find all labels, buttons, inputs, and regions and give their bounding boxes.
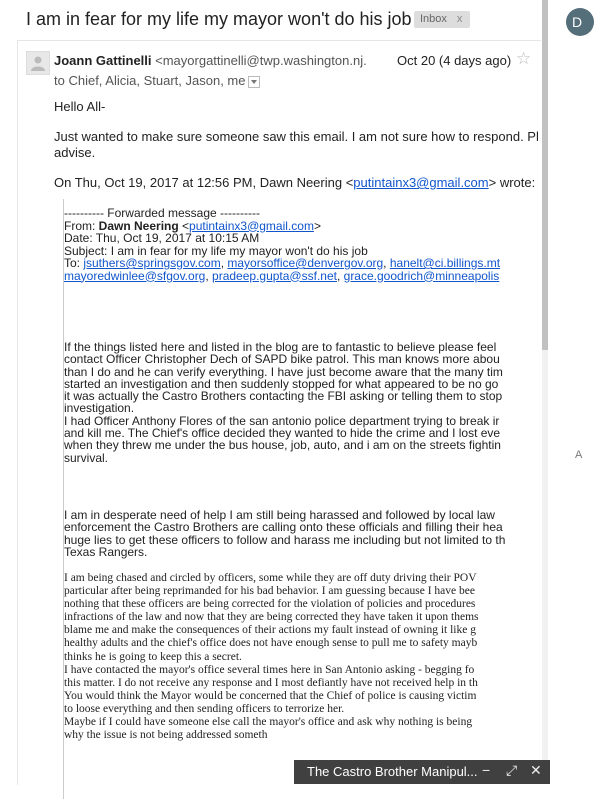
fwd-date: Date: Thu, Oct 19, 2017 at 10:15 AM [64,231,260,245]
quoted-sender-email-link[interactable]: putintainx3@gmail.com [353,175,489,190]
account-avatar[interactable]: D [566,8,594,36]
fwd-from-email-link[interactable]: putintainx3@gmail.com [189,218,314,233]
forwarded-header [64,207,500,282]
sender-name[interactable]: Joann Gattinelli [54,53,152,68]
message-body [54,99,544,191]
person-icon [31,55,45,71]
email-message [17,40,541,785]
recipient-email-link[interactable]: jsuthers@springsgov.com [83,256,221,270]
sender-avatar [26,51,50,75]
badge-label: Inbox [420,13,447,25]
recipients: to Chief, Alicia, Stuart, Jason, me [54,73,246,88]
close-icon[interactable]: ✕ [530,762,542,778]
fwd-subject: Subject: I am in fear for my life my mayor won't do his job [64,243,368,258]
fwd-to: To: jsuthers@springsgov.com, mayorsoffice@denvergov.org, hanelt@ci.billings.mt [64,256,501,270]
message-date: Oct 20 (4 days ago) [397,53,512,68]
subject-bar [0,0,540,38]
body-line: advise. [54,145,96,160]
forward-divider: ---------- Forwarded message ---------- [64,206,260,220]
recipient-email-link[interactable]: hanelt@ci.billings.mt [389,256,501,270]
star-icon[interactable]: ☆ [516,49,532,68]
body-line: Just wanted to make sure someone saw this email. I am not sure how to respond. Pl [54,129,539,144]
expand-icon[interactable]: ⤢ [506,762,518,778]
minimize-icon[interactable]: − [482,762,491,778]
greeting: Hello All- [54,99,106,114]
recipient-email-link[interactable]: grace.goodrich@minneapolis [343,268,500,283]
paragraph-3: I am being chased and circled by officers, some while they are off duty driving their POV particular after being reprimanded for his bad behavior. I am guessing because I have bee nothing that these officers are being corrected for the violation of policies and procedures infractions of the law and now that they are being corrected they have taken it upon thems blame me and make the consequences of their actions my fault instead of owning it like g healthy adults and the chief's office does not have enough sense to pull me to safety mayb thinks he is going to keep this a secret. I have contacted the mayor's office several times here in San Antonio asking - begging fo this matter. I do not receive any response and I most defiantly have not received help in th You would think the Mayor would be concerned that the Chief of police is causing victim to loose everything and then sending officers to terrorize her. Maybe if I could have someone else call the mayor's office and ask why nothing is being why the issue is not being addressed someth [64,572,479,742]
inbox-label-badge[interactable] [414,11,470,28]
recipient-email-link[interactable]: mayoredwinlee@sfgov.org [64,268,206,283]
chat-window-bar[interactable] [294,760,550,784]
remove-label-icon[interactable]: x [456,13,463,25]
sender-email: <mayorgattinelli@twp.washington.nj. [155,53,367,68]
recipient-email-link[interactable]: mayorsoffice@denvergov.org [227,256,384,270]
show-details-chevron-icon[interactable] [248,76,260,88]
paragraph-2: I am in desperate need of help I am still being harassed and followed by local law enforcement the Castro Brothers are calling onto these officials and filling their hea huge lies to get these officers to follow and harass me including but not limited to th Texas Rangers. [64,508,506,559]
recipient-email-link[interactable]: pradeep.gupta@ssf.net [212,268,337,283]
recipients-line [54,73,260,88]
sender-line [54,53,367,68]
fwd-to-continued: mayoredwinlee@sfgov.org, pradeep.gupta@ssf.net, grace.goodrich@minneapolis [64,268,500,283]
quoted-message [63,199,544,799]
email-subject: I am in fear for my life my mayor won't do his job [26,9,412,29]
fwd-from: From: Dawn Neering <putintainx3@gmail.com> [64,218,321,233]
quote-attribution: On Thu, Oct 19, 2017 at 12:56 PM, Dawn Neering <putintainx3@gmail.com> wrote: [54,175,536,190]
right-side-panel [548,0,581,784]
chat-title[interactable]: The Castro Brother Manipul... [307,764,478,779]
side-panel-partial-text: A [575,449,583,461]
paragraph-1: If the things listed here and listed in the blog are to fantastic to believe please feel contact Officer Christopher Dech of SAPD bike patrol. This man knows more abou than I do and he can verify everything. I have just become aware that the many tim started an investigation and then suddenly stopped for what appeared to be no go it was actually the Castro Brothers contacting the FBI asking or telling them to stop investigation. I had Officer Anthony Flores of the san antonio police department trying to break ir and kill me. The Chief's office decided they wanted to hide the crime and I lost eve when they threw me under the bus house, job, auto, and i am on the streets fightin survival. [64,340,503,465]
